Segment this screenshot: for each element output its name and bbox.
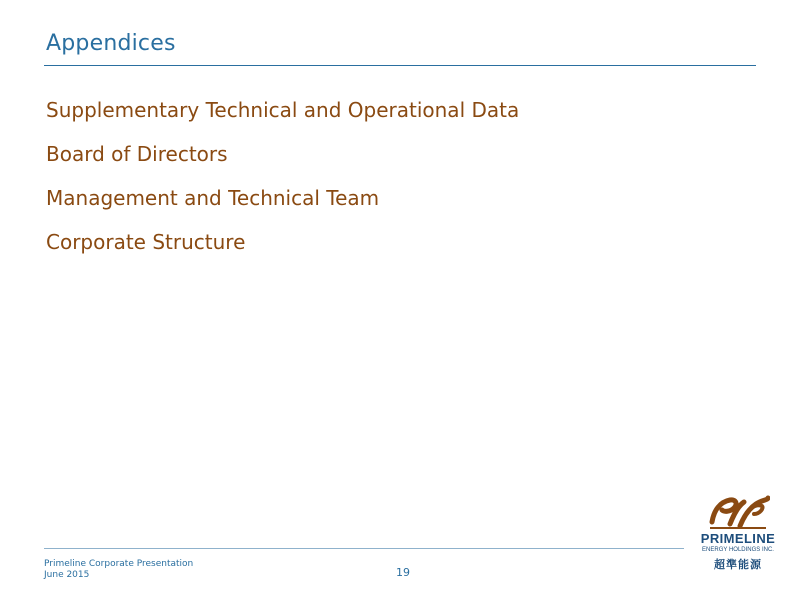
appendix-item-structure: Corporate Structure [46,230,246,254]
page-number: 19 [396,566,410,579]
logo-subtitle: ENERGY HOLDINGS INC. [702,547,774,553]
appendix-item-management: Management and Technical Team [46,186,380,210]
footer-caption [44,559,193,581]
footer-presentation-name: Primeline Corporate Presentation [44,559,194,569]
company-logo [694,492,782,578]
logo-chinese-name: 超準能源 [714,558,762,571]
appendix-item-technical-data: Supplementary Technical and Operational Data [46,98,520,122]
primeline-logo-mark-icon [708,492,770,532]
footer-divider [44,548,684,549]
title-divider [44,65,756,66]
slide-title: Appendices [46,31,176,56]
logo-wordmark: PRIMELINE [700,531,776,546]
appendix-list [46,98,519,274]
footer-date: June 2015 [44,570,90,580]
appendix-item-board: Board of Directors [46,142,228,166]
